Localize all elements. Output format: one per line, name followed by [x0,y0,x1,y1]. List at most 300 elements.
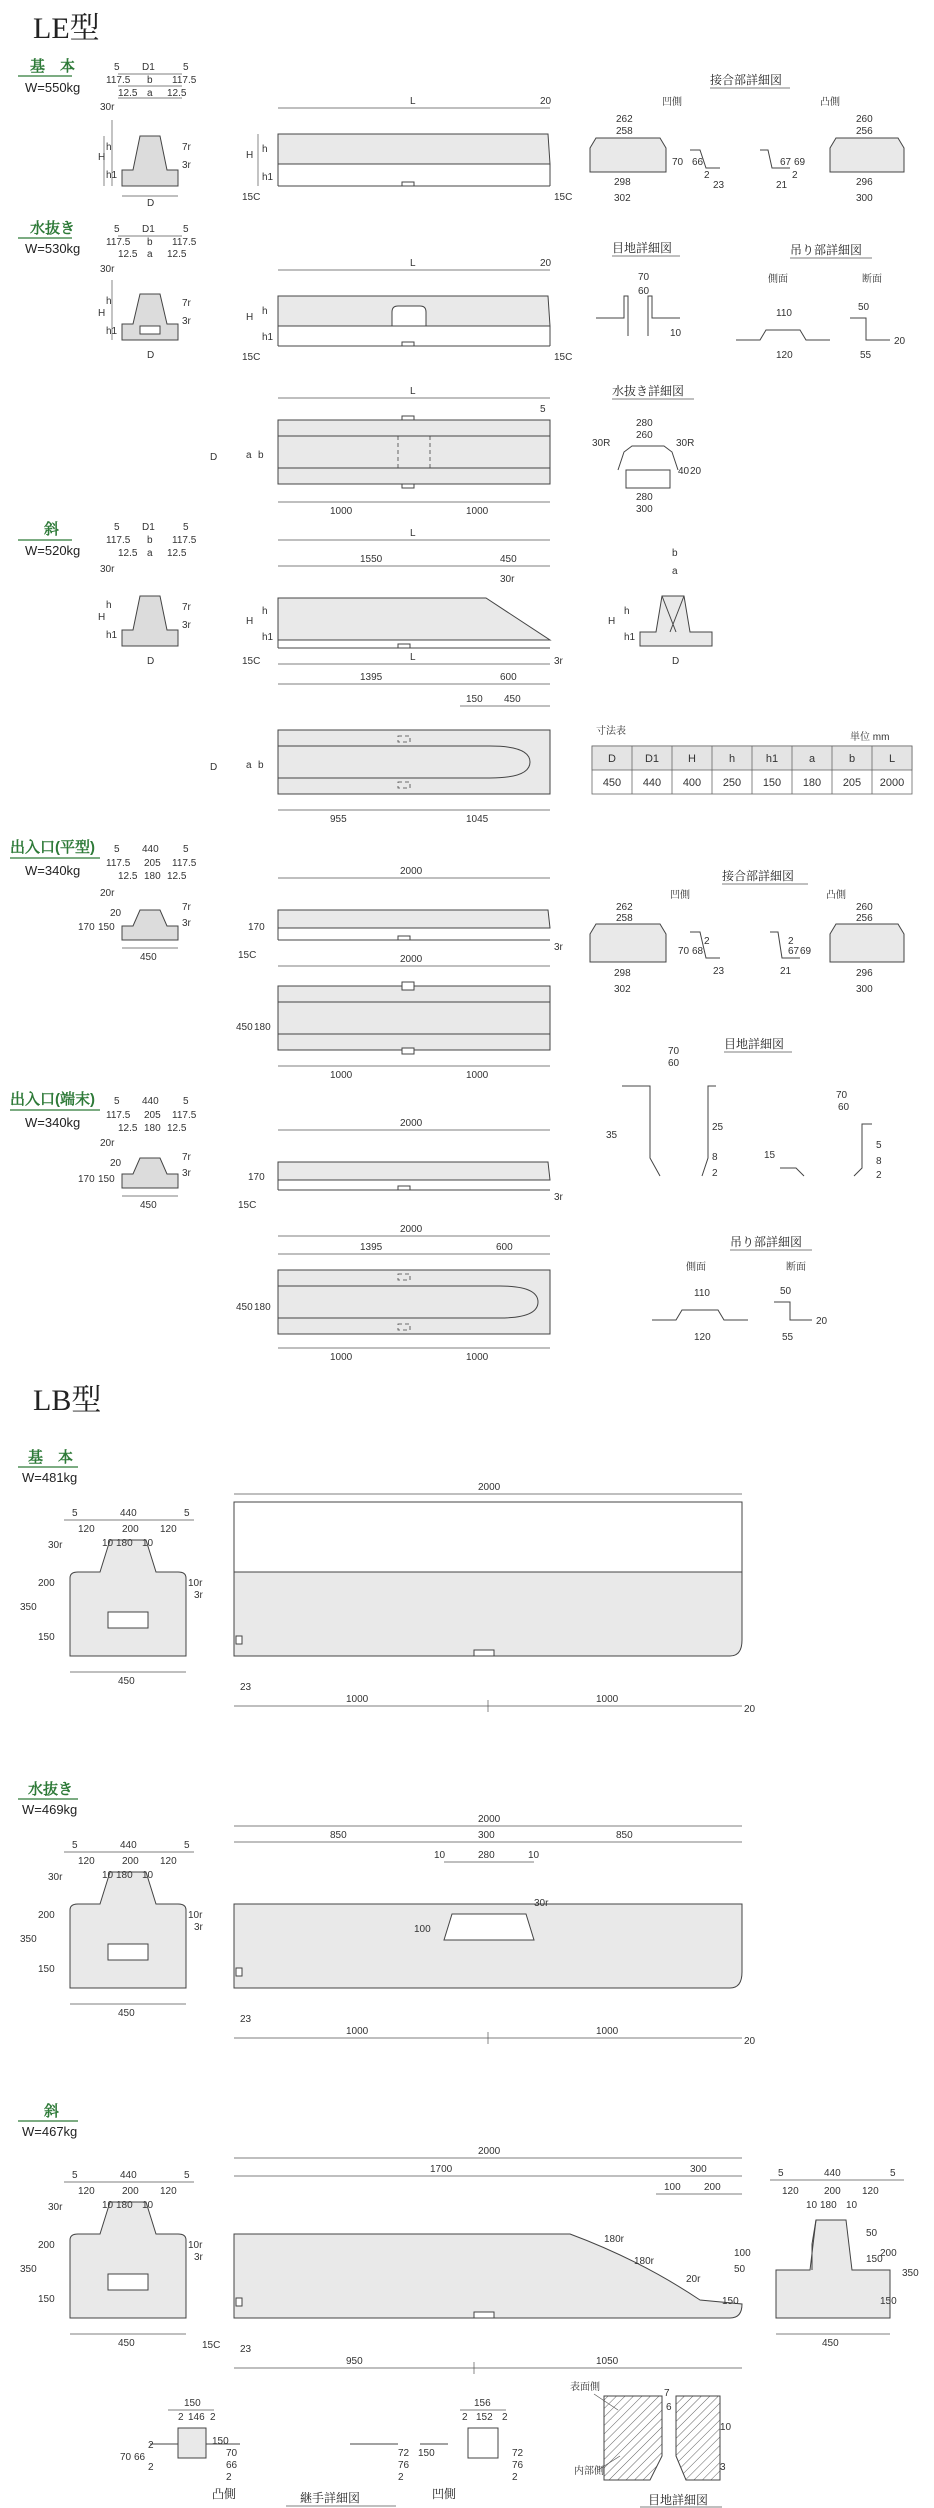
detail-subtitle: 凸側 [820,97,840,108]
dim-label: 5 [183,522,189,533]
dim-label: 10 [670,328,682,339]
dim-label: 23 [713,966,725,977]
dim-label: D1 [142,224,155,235]
dim-label: 12.5 [167,88,187,99]
dim-label: 110 [776,308,792,319]
dim-label: 8 [712,1152,718,1163]
dim-label: 300 [478,1830,495,1841]
lb-drain-cross-section [20,1840,204,2019]
dim-label: D [210,452,218,463]
le-basic-name: 基 本 [30,58,76,75]
dim-label: 20 [816,1316,828,1327]
table-value-cell: 150 [762,777,782,789]
dim-label: 2 [148,2462,154,2473]
dim-label: 450 [118,1676,135,1687]
dim-label: 23 [240,2344,252,2355]
dim-label: D [147,656,155,667]
le-ent-end-cross-section [78,1096,197,1211]
dim-label: 50 [780,1286,792,1297]
dim-label: 1000 [466,506,489,517]
le-lift-detail-2 [652,1235,828,1343]
dim-label: 180 [820,2200,837,2211]
dim-label: 200 [122,1524,139,1535]
dim-label: h [262,306,268,317]
dim-label: D [210,762,218,773]
dim-label: 30r [48,1540,63,1551]
dim-label: 72 [398,2448,410,2459]
le-joint-detail-2 [590,868,904,995]
dim-label: 150 [184,2398,201,2409]
table-unit: 単位 mm [850,732,890,743]
dim-label: 150 [880,2296,897,2307]
dim-label: H [246,150,254,161]
dim-label: 69 [800,946,812,957]
dim-label: 3r [182,620,191,631]
dim-label: 2 [792,170,798,181]
detail-title: 吊り部詳細図 [730,1235,803,1249]
dim-label: 23 [240,1682,252,1693]
dim-label: 2 [462,2412,468,2423]
dim-label: 12.5 [167,871,187,882]
dim-label: 1000 [596,1694,619,1705]
dim-label: 10 [528,1850,540,1861]
detail-subtitle: 凸側 [212,2487,237,2501]
dim-label: 10 [806,2200,818,2211]
detail-title: 目地詳細図 [612,241,673,255]
dim-label: 2000 [400,954,423,965]
dim-label: 120 [160,1856,177,1867]
dim-label: 280 [478,1850,495,1861]
dim-label: 23 [240,2014,252,2025]
dim-label: 10 [102,2200,114,2211]
dim-label: 200 [38,1910,55,1921]
dim-label: 10 [102,1538,114,1549]
dim-label: 150 [98,1174,115,1185]
dim-label: 302 [614,193,631,204]
dim-label: a [246,450,252,461]
dim-label: 20 [744,1704,756,1715]
table-header-cell: h1 [765,753,779,765]
dim-label: 1000 [346,1694,369,1705]
lb-basic-cross-section [20,1508,204,1687]
le-joint-gap-detail [596,240,682,339]
le-drain-section [18,220,906,363]
dim-label: h1 [624,632,636,643]
dim-label: 1045 [466,814,489,825]
table-header-cell: D [608,753,616,765]
dim-label: 450 [500,554,517,565]
detail-label: 内部側 [574,2466,604,2477]
le-slope-weight: W=520kg [25,543,81,558]
dim-label: 1700 [430,2164,453,2175]
table-value-cell: 400 [682,777,702,789]
dim-label: 1000 [346,2026,369,2037]
dim-label: 600 [496,1242,513,1253]
dim-label: 70 [672,157,684,168]
dim-label: 440 [120,1840,137,1851]
dim-label: D [147,350,155,361]
dim-label: 3r [554,1192,563,1203]
dim-label: 20 [110,908,122,919]
dim-label: H [98,152,106,163]
dim-label: 120 [160,1524,177,1535]
dim-label: H [98,308,106,319]
dim-label: 2 [704,170,710,181]
dim-label: 20 [110,1158,122,1169]
dim-label: 262 [616,114,633,125]
dim-label: 300 [636,504,653,515]
dim-label: 60 [668,1058,680,1069]
table-title: 寸法表 [596,726,626,737]
dim-label: 1550 [360,554,383,565]
dim-label: 300 [856,984,873,995]
dim-label: 256 [856,126,873,137]
lb-drain-name: 水抜き [28,1781,74,1798]
dim-label: 150 [866,2254,883,2265]
table-header-cell: b [848,753,856,765]
detail-title: 継手詳細図 [300,2491,361,2505]
dim-label: 440 [120,2170,137,2181]
dim-label: 69 [794,157,806,168]
dim-label: 1395 [360,1242,383,1253]
dim-label: a [147,548,153,559]
dim-label: 3r [194,1922,203,1933]
dim-label: 5 [114,1096,120,1107]
dim-label: 12.5 [118,1123,138,1134]
lb-slope-weight: W=467kg [22,2124,78,2139]
le-drain-hole-detail [592,383,702,515]
dim-label: 2000 [478,1814,501,1825]
dim-label: b [147,75,153,86]
dim-label: 150 [38,1632,55,1643]
le-ent-end-name: 出入口(端末) [10,1091,95,1108]
dim-label: 3 [720,2462,726,2473]
dim-label: a [246,760,252,771]
dim-label: 15C [554,352,573,363]
dim-label: 150 [722,2296,739,2307]
dim-label: 1050 [596,2356,619,2367]
dim-label: 2000 [478,1482,501,1493]
dim-label: 256 [856,913,873,924]
dim-label: 350 [20,1602,37,1613]
dim-label: 70 [120,2452,132,2463]
dim-label: L [410,96,416,107]
detail-title: 目地詳細図 [724,1037,785,1051]
dim-label: 440 [142,1096,159,1107]
dim-label: 180r [634,2256,655,2267]
dim-label: 1000 [466,1070,489,1081]
dim-label: 5 [72,2170,78,2181]
le-ent-flat-weight: W=340kg [25,863,81,878]
le-ent-flat-plan-view [236,954,550,1081]
dim-label: 20 [540,258,552,269]
dim-label: 55 [782,1332,794,1343]
dim-label: 7r [182,298,191,309]
dim-label: 2 [398,2472,404,2483]
dim-label: h1 [262,332,274,343]
dim-label: 300 [690,2164,707,2175]
lb-slope-side-view [202,2146,751,2374]
dim-label: 25 [712,1122,724,1133]
dim-label: 117.5 [106,1110,131,1121]
dim-label: 450 [118,2008,135,2019]
dim-label: 440 [824,2168,841,2179]
dim-label: 450 [118,2338,135,2349]
dim-label: 298 [614,177,631,188]
dim-label: 262 [616,902,633,913]
dim-label: 5 [540,404,546,415]
dim-label: 100 [414,1924,431,1935]
dim-label: 180 [254,1302,271,1313]
dim-label: 200 [704,2182,721,2193]
dim-label: 60 [638,286,650,297]
dim-label: 117.5 [106,75,131,86]
dim-label: 5 [184,2170,190,2181]
dim-label: 200 [824,2186,841,2197]
dim-label: 302 [614,984,631,995]
dim-label: 20r [686,2274,701,2285]
dim-label: b [672,548,678,559]
dim-label: 117.5 [172,75,197,86]
dim-label: 117.5 [172,535,197,546]
dim-label: 260 [856,902,873,913]
dim-label: 200 [122,2186,139,2197]
dim-label: 2 [178,2412,184,2423]
dim-label: 10 [102,1870,114,1881]
dim-label: 30R [592,438,611,449]
dim-label: 120 [78,1856,95,1867]
dim-label: 146 [188,2412,205,2423]
dim-label: 350 [20,1934,37,1945]
lb-slope-name: 斜 [44,2103,60,2120]
detail-title: 吊り部詳細図 [790,243,863,257]
dim-label: 117.5 [172,237,197,248]
dim-label: D1 [142,522,155,533]
dim-label: 170 [78,922,95,933]
dim-label: 117.5 [106,237,131,248]
dim-label: 200 [122,1856,139,1867]
dim-label: 21 [776,180,788,191]
dim-label: 20 [690,466,702,477]
lb-basic-weight: W=481kg [22,1470,78,1485]
dim-label: L [410,652,416,663]
detail-title: 接合部詳細図 [722,869,795,883]
dim-label: D [147,198,155,209]
dim-label: 117.5 [106,858,131,869]
detail-title: 水抜き詳細図 [612,384,685,398]
detail-title: 接合部詳細図 [710,73,783,87]
dim-label: 1000 [330,1352,353,1363]
dim-label: 15 [764,1150,776,1161]
dim-label: 258 [616,126,633,137]
dim-label: 40 [678,466,690,477]
dim-label: 70 [678,946,690,957]
dim-label: 20 [540,96,552,107]
dim-label: 1000 [330,1070,353,1081]
dim-label: 180 [144,1123,161,1134]
dim-label: 30r [500,574,515,585]
dim-label: 2000 [400,1224,423,1235]
dim-label: 15C [238,950,257,961]
dim-label: b [147,535,153,546]
dim-label: 180 [116,1870,133,1881]
dim-label: 150 [98,922,115,933]
le-basic-section [18,57,904,209]
le-title: LE型 [33,12,100,45]
dim-label: 2 [148,2440,154,2451]
dim-label: 7r [182,1152,191,1163]
dim-label: 3r [182,160,191,171]
dim-label: 67 [780,157,792,168]
dim-label: b [258,760,264,771]
dim-label: 5 [72,1508,78,1519]
dim-label: 12.5 [167,249,187,260]
dim-label: 70 [668,1046,680,1057]
detail-subtitle: 側面 [686,1262,706,1273]
dim-label: 7 [664,2388,670,2399]
dim-label: 150 [418,2448,435,2459]
lb-coupling-detail [120,2398,524,2506]
dim-label: 180 [116,2200,133,2211]
dim-label: 15C [238,1200,257,1211]
dim-label: 7r [182,142,191,153]
le-basic-side-view [242,96,572,203]
dim-label: 10 [142,1870,154,1881]
dim-label: 2 [712,1168,718,1179]
dim-label: 72 [512,2448,524,2459]
dim-label: 15C [242,656,261,667]
dim-label: 450 [140,952,157,963]
dim-label: 850 [616,1830,633,1841]
dim-label: 260 [856,114,873,125]
dim-label: 296 [856,968,873,979]
dim-label: 150 [38,1964,55,1975]
table-header-cell: H [688,753,696,765]
le-slope-name: 斜 [44,521,60,538]
dim-label: 20 [744,2036,756,2047]
dim-label: 152 [476,2412,493,2423]
dim-label: 2 [704,936,710,947]
le-slope-side-view [242,528,564,667]
dim-label: 200 [38,1578,55,1589]
dim-label: 12.5 [118,871,138,882]
dim-label: 70 [226,2448,238,2459]
dim-label: 2 [210,2412,216,2423]
dim-label: 20r [100,888,115,899]
dim-label: a [147,249,153,260]
table-header-cell: a [808,753,816,765]
dim-label: 120 [78,2186,95,2197]
detail-subtitle: 断面 [786,1262,806,1273]
dim-label: 200 [880,2248,897,2259]
dim-label: 850 [330,1830,347,1841]
dim-label: 180 [254,1022,271,1033]
dim-label: 100 [664,2182,681,2193]
dim-label: 450 [504,694,521,705]
dim-label: 50 [734,2264,746,2275]
dim-label: 6 [666,2402,672,2413]
le-ent-flat-name: 出入口(平型) [10,839,95,856]
dim-label: 110 [694,1288,710,1299]
le-ent-end-plan-view [236,1224,550,1363]
dim-label: h [262,144,268,155]
dim-label: 950 [346,2356,363,2367]
dim-label: 5 [114,522,120,533]
dim-label: 100 [734,2248,751,2259]
dim-label: 10 [720,2422,732,2433]
lb-slope-cross-section [20,2170,204,2349]
dim-label: 76 [512,2460,524,2471]
dim-label: 2 [788,936,794,947]
dim-label: 120 [776,350,793,361]
dim-label: 10 [142,1538,154,1549]
dim-label: 450 [140,1200,157,1211]
dim-label: h1 [262,632,274,643]
dim-label: 30r [100,102,115,113]
dim-label: 2 [502,2412,508,2423]
lb-drain-side-view [234,1814,756,2047]
lb-coupling-male [120,2398,240,2501]
table-header-cell: L [888,753,896,765]
dim-label: L [410,528,416,539]
le-slope-section [18,520,712,667]
le-ent-flat-cross-section [78,844,197,963]
dim-label: 66 [226,2460,238,2471]
dim-label: 120 [160,2186,177,2197]
dim-label: 12.5 [118,88,138,99]
dim-label: 1000 [596,2026,619,2037]
dim-label: 1395 [360,672,383,683]
dim-label: 450 [822,2338,839,2349]
dim-label: 3r [182,316,191,327]
lb-drain-section [18,1781,756,2047]
dim-label: 280 [636,418,653,429]
dim-label: 70 [836,1090,848,1101]
dim-label: H [608,616,616,627]
dim-label: 35 [606,1130,618,1141]
detail-subtitle: 凹側 [662,97,682,108]
dim-label: 20 [894,336,906,347]
lb-basic-side-view [234,1482,756,1715]
dim-label: 5 [876,1140,882,1151]
lb-title: LB型 [33,1384,102,1417]
lb-slope-section [18,2102,919,2374]
le-dimension-table [592,724,912,794]
dim-label: 3r [182,918,191,929]
dim-label: 55 [860,350,872,361]
lb-slope-end-view [770,2168,919,2349]
le-plan-view-1 [210,386,550,517]
dim-label: h [106,142,112,153]
dim-label: 5 [184,1508,190,1519]
dim-label: 117.5 [106,535,131,546]
dim-label: 117.5 [172,858,197,869]
table-value-cell: 450 [602,777,622,789]
dim-label: 23 [713,180,725,191]
dim-label: 10r [188,2240,203,2251]
table-header-cell: h [728,753,736,765]
dim-label: 30r [534,1898,549,1909]
dim-label: H [246,616,254,627]
dim-label: 15C [242,352,261,363]
lb-drain-weight: W=469kg [22,1802,78,1817]
dim-label: 10 [142,2200,154,2211]
dim-label: 120 [862,2186,879,2197]
dim-label: 66 [134,2452,146,2463]
table-value-cell: 180 [802,777,822,789]
dim-label: 180r [604,2234,625,2245]
le-slope-end-view [608,548,712,667]
